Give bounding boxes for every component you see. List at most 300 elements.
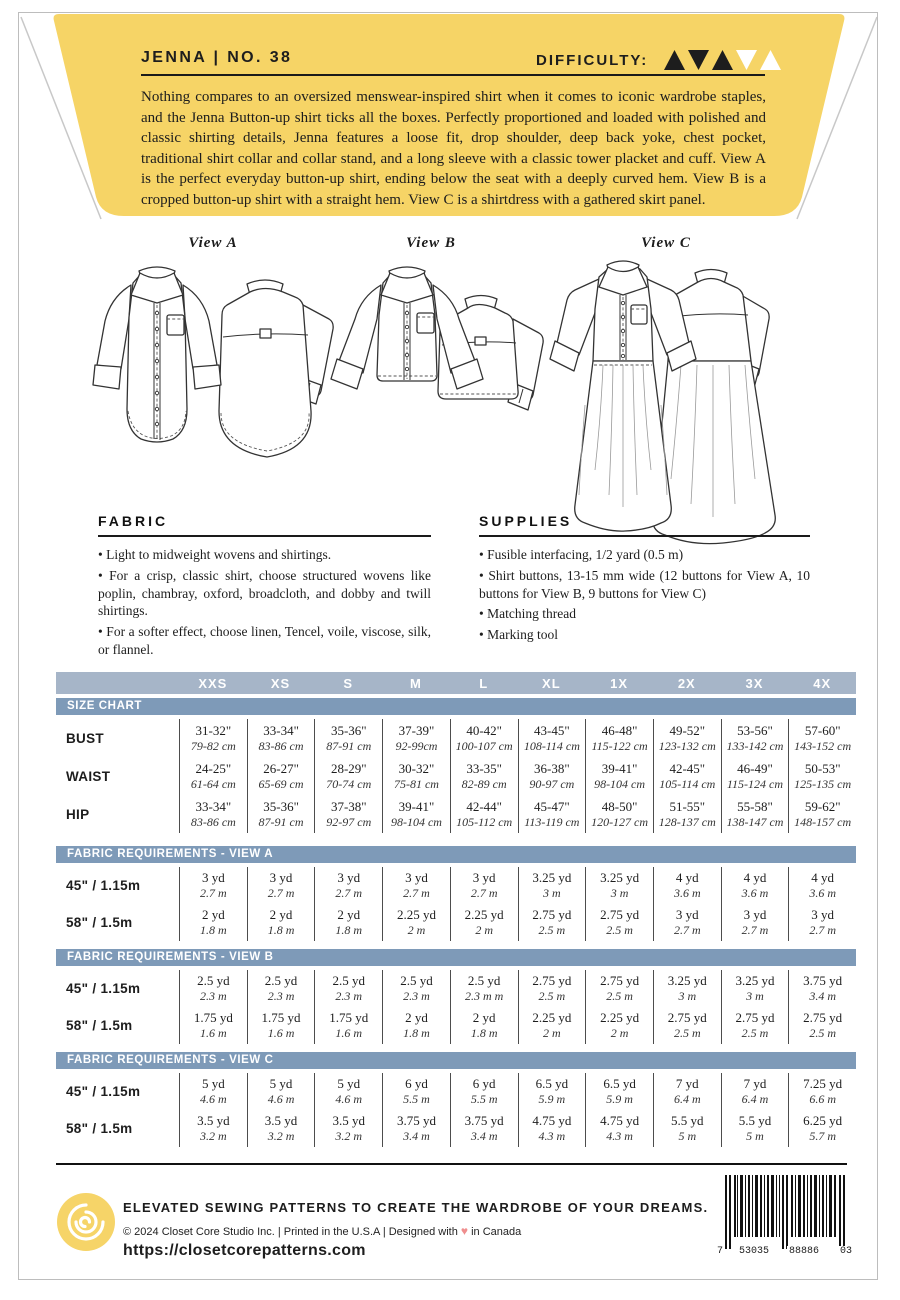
barcode-digit: 03 bbox=[839, 1246, 852, 1257]
measurement-cell bbox=[382, 1007, 450, 1044]
measurement-cell bbox=[450, 970, 518, 1007]
fabric-bullet: • For a crisp, classic shirt, choose structured wovens like poplin, chambray, oxford, broadcloth, and dobby and twill shirtings. bbox=[98, 567, 431, 619]
measurement-cell bbox=[247, 757, 315, 795]
metric-value: 1.8 m bbox=[335, 923, 363, 937]
heart-icon: ♥ bbox=[460, 1224, 469, 1238]
metric-value: 75-81 cm bbox=[393, 776, 439, 791]
difficulty-triangle-up-open bbox=[760, 50, 781, 70]
metric-value: 3.6 m bbox=[673, 886, 701, 900]
measurement-cell bbox=[382, 1110, 450, 1147]
copyright-text: © 2024 Closet Core Studio Inc. | Printed in the U.S.A | Designed with bbox=[123, 1226, 458, 1238]
imperial-value: 3 yd bbox=[405, 870, 428, 885]
imperial-value: 7.25 yd bbox=[803, 1076, 843, 1091]
measurement-cell bbox=[518, 1110, 586, 1147]
imperial-value: 1.75 yd bbox=[193, 1010, 233, 1025]
difficulty-rating bbox=[664, 49, 784, 72]
metric-value: 2.3 m m bbox=[464, 989, 504, 1003]
metric-value: 1.8 m bbox=[403, 1026, 430, 1040]
metric-value: 79-82 cm bbox=[190, 738, 236, 753]
metric-value: 5.9 m bbox=[538, 1092, 566, 1106]
measurement-cell bbox=[314, 719, 382, 757]
metric-value: 2 m bbox=[543, 1026, 561, 1040]
measurement-cell bbox=[788, 795, 856, 833]
measurement-cell bbox=[653, 867, 721, 904]
barcode-digit: 53035 bbox=[739, 1246, 770, 1257]
metric-value: 1.8 m bbox=[470, 1026, 498, 1040]
metric-value: 2 m bbox=[610, 1026, 629, 1040]
table-row bbox=[56, 867, 856, 904]
barcode bbox=[717, 1175, 852, 1261]
measurement-cell bbox=[450, 1073, 518, 1110]
measurement-cell bbox=[721, 795, 789, 833]
imperial-value: 26-27" bbox=[263, 760, 299, 776]
size-column-label: 3X bbox=[745, 675, 764, 691]
imperial-value: 3.75 yd bbox=[396, 1113, 436, 1128]
metric-value: 2.5 m bbox=[673, 1026, 701, 1040]
size-column-label: 4X bbox=[813, 675, 832, 691]
table-row bbox=[56, 1073, 856, 1110]
metric-value: 138-147 cm bbox=[726, 814, 784, 829]
imperial-value: 48-50" bbox=[601, 798, 638, 814]
imperial-value: 33-34" bbox=[263, 722, 299, 738]
measurement-cell bbox=[518, 904, 586, 941]
measurement-cell bbox=[314, 795, 382, 833]
measurement-cell bbox=[518, 795, 586, 833]
imperial-value: 36-38" bbox=[534, 760, 570, 776]
imperial-value: 2 yd bbox=[405, 1010, 428, 1025]
imperial-value: 3.5 yd bbox=[197, 1113, 230, 1128]
metric-value: 5 m bbox=[678, 1129, 697, 1143]
imperial-value: 3.75 yd bbox=[803, 973, 843, 988]
measurement-cell bbox=[788, 1007, 856, 1044]
fabric-heading: FABRIC bbox=[98, 513, 169, 529]
imperial-value: 1.75 yd bbox=[261, 1010, 301, 1025]
measurement-cell bbox=[788, 867, 856, 904]
imperial-value: 3.25 yd bbox=[532, 870, 572, 885]
metric-value: 2 m bbox=[407, 923, 426, 937]
row-label: BUST bbox=[66, 730, 104, 746]
imperial-value: 5.5 yd bbox=[671, 1113, 704, 1128]
supplies-rule bbox=[479, 535, 810, 537]
metric-value: 70-74 cm bbox=[326, 776, 372, 791]
metric-value: 98-104 cm bbox=[390, 814, 442, 829]
size-column-label: 2X bbox=[677, 675, 696, 691]
measurement-cell bbox=[721, 904, 789, 941]
imperial-value: 5 yd bbox=[337, 1076, 361, 1091]
imperial-value: 2 yd bbox=[337, 907, 361, 922]
measurement-cell bbox=[585, 795, 653, 833]
metric-value: 65-69 cm bbox=[258, 776, 304, 791]
measurement-cell bbox=[788, 970, 856, 1007]
imperial-value: 2.75 yd bbox=[803, 1010, 843, 1025]
row-label: 58" / 1.5m bbox=[66, 1018, 133, 1033]
measurement-cell bbox=[314, 904, 382, 941]
measurement-cell bbox=[518, 867, 586, 904]
measurement-cell bbox=[721, 867, 789, 904]
supplies-section bbox=[479, 513, 810, 647]
table-row bbox=[56, 1007, 856, 1044]
imperial-value: 55-58" bbox=[737, 798, 773, 814]
measurement-cell bbox=[653, 904, 721, 941]
metric-value: 82-89 cm bbox=[461, 776, 507, 791]
view-a-illustration bbox=[75, 251, 335, 486]
imperial-value: 4 yd bbox=[675, 870, 699, 885]
imperial-value: 2.5 yd bbox=[400, 973, 433, 988]
measurement-cell bbox=[721, 1073, 789, 1110]
imperial-value: 2.25 yd bbox=[396, 907, 436, 922]
imperial-value: 3.25 yd bbox=[735, 973, 775, 988]
metric-value: 2.3 m bbox=[335, 989, 363, 1003]
measurement-cell bbox=[585, 719, 653, 757]
imperial-value: 2.25 yd bbox=[464, 907, 504, 922]
metric-value: 3.4 m bbox=[809, 989, 837, 1003]
view-a-label: View A bbox=[188, 235, 238, 251]
imperial-value: 3 yd bbox=[675, 907, 699, 922]
imperial-value: 42-44" bbox=[466, 798, 502, 814]
measurement-cell bbox=[314, 970, 382, 1007]
size-column-label: S bbox=[343, 675, 354, 691]
imperial-value: 30-32" bbox=[398, 760, 435, 776]
row-label: 58" / 1.5m bbox=[66, 915, 133, 930]
metric-value: 5.5 m bbox=[403, 1092, 430, 1106]
table-row bbox=[56, 970, 856, 1007]
metric-value: 5 m bbox=[746, 1129, 764, 1143]
measurement-cell bbox=[518, 757, 586, 795]
metric-value: 3.2 m bbox=[267, 1129, 295, 1143]
view-c-label: View C bbox=[641, 235, 691, 251]
metric-value: 2.5 m bbox=[538, 923, 566, 937]
measurement-cell bbox=[179, 904, 247, 941]
row-label: 58" / 1.5m bbox=[66, 1121, 133, 1136]
measurement-cell bbox=[382, 795, 450, 833]
measurement-cell bbox=[721, 970, 789, 1007]
size-chart bbox=[56, 672, 856, 833]
metric-value: 1.6 m bbox=[200, 1026, 227, 1040]
measurement-cell bbox=[653, 970, 721, 1007]
measurement-cell bbox=[450, 867, 518, 904]
imperial-value: 1.75 yd bbox=[329, 1010, 369, 1025]
supplies-bullets bbox=[479, 546, 810, 644]
footer-copyright bbox=[123, 1224, 521, 1238]
imperial-value: 2.75 yd bbox=[667, 1010, 707, 1025]
measurement-cell bbox=[450, 1007, 518, 1044]
measurement-cell bbox=[585, 904, 653, 941]
imperial-value: 53-56" bbox=[737, 722, 773, 738]
imperial-value: 3 yd bbox=[337, 870, 361, 885]
size-column-label: L bbox=[479, 675, 489, 691]
measurement-cell bbox=[585, 1073, 653, 1110]
imperial-value: 3 yd bbox=[269, 870, 293, 885]
measurement-cell bbox=[247, 1007, 315, 1044]
imperial-value: 2.75 yd bbox=[735, 1010, 775, 1025]
imperial-value: 51-55" bbox=[669, 798, 706, 814]
measurement-cell bbox=[450, 904, 518, 941]
view-b-label: View B bbox=[406, 235, 456, 251]
imperial-value: 42-45" bbox=[669, 760, 706, 776]
fabric-section bbox=[98, 513, 431, 662]
metric-value: 92-99cm bbox=[395, 738, 438, 753]
imperial-value: 24-25" bbox=[195, 760, 232, 776]
metric-value: 1.6 m bbox=[335, 1026, 363, 1040]
metric-value: 123-132 cm bbox=[658, 738, 716, 753]
fabric-requirements-view-b bbox=[56, 949, 856, 1044]
imperial-value: 46-48" bbox=[601, 722, 638, 738]
measurement-cell bbox=[179, 1073, 247, 1110]
header-rule bbox=[141, 74, 765, 76]
metric-value: 3 m bbox=[678, 989, 697, 1003]
row-label: 45" / 1.15m bbox=[66, 981, 141, 996]
measurement-cell bbox=[653, 1073, 721, 1110]
metric-value: 83-86 cm bbox=[190, 814, 236, 829]
imperial-value: 50-53" bbox=[804, 760, 841, 776]
imperial-value: 2.5 yd bbox=[264, 973, 298, 988]
imperial-value: 6 yd bbox=[405, 1076, 428, 1091]
view-b-illustration bbox=[327, 253, 547, 478]
metric-value: 6.6 m bbox=[809, 1092, 837, 1106]
metric-value: 3.4 m bbox=[470, 1129, 498, 1143]
imperial-value: 3.75 yd bbox=[464, 1113, 504, 1128]
measurement-cell bbox=[721, 1110, 789, 1147]
metric-value: 2 m bbox=[475, 923, 493, 937]
imperial-value: 7 yd bbox=[675, 1076, 699, 1091]
imperial-value: 37-38" bbox=[330, 798, 367, 814]
measurement-cell bbox=[585, 1007, 653, 1044]
fabric-bullets bbox=[98, 546, 431, 659]
imperial-value: 3 yd bbox=[201, 870, 225, 885]
metric-value: 3.6 m bbox=[741, 886, 769, 900]
size-column-label: XL bbox=[542, 675, 561, 691]
measurement-cell bbox=[788, 1073, 856, 1110]
imperial-value: 57-60" bbox=[804, 722, 841, 738]
measurement-cell bbox=[314, 867, 382, 904]
imperial-value: 3.25 yd bbox=[600, 870, 640, 885]
metric-value: 115-124 cm bbox=[726, 776, 784, 791]
metric-value: 108-114 cm bbox=[523, 738, 580, 753]
imperial-value: 2.5 yd bbox=[467, 973, 501, 988]
metric-value: 105-112 cm bbox=[456, 814, 513, 829]
metric-value: 3 m bbox=[543, 886, 561, 900]
imperial-value: 46-49" bbox=[737, 760, 773, 776]
imperial-value: 35-36" bbox=[263, 798, 299, 814]
measurement-cell bbox=[653, 1110, 721, 1147]
measurement-cell bbox=[382, 904, 450, 941]
difficulty-triangle-up-filled bbox=[664, 50, 685, 70]
measurement-cell bbox=[247, 719, 315, 757]
metric-value: 5.9 m bbox=[606, 1092, 633, 1106]
measurement-cell bbox=[653, 757, 721, 795]
measurement-cell bbox=[788, 719, 856, 757]
imperial-value: 2.75 yd bbox=[532, 907, 572, 922]
metric-value: 6.4 m bbox=[673, 1092, 701, 1106]
measurement-cell bbox=[518, 1007, 586, 1044]
metric-value: 2.3 m bbox=[403, 989, 430, 1003]
metric-value: 92-97 cm bbox=[326, 814, 372, 829]
metric-value: 115-122 cm bbox=[591, 738, 648, 753]
table-row bbox=[56, 795, 856, 833]
metric-value: 2.7 m bbox=[809, 923, 837, 937]
size-chart-table bbox=[56, 719, 856, 833]
measurement-cell bbox=[179, 970, 247, 1007]
metric-value: 100-107 cm bbox=[455, 738, 513, 753]
imperial-value: 39-41" bbox=[601, 760, 638, 776]
pattern-title: JENNA | NO. 38 bbox=[141, 49, 293, 66]
view-b-table bbox=[56, 970, 856, 1044]
imperial-value: 31-32" bbox=[195, 722, 232, 738]
metric-value: 113-119 cm bbox=[524, 814, 580, 829]
metric-value: 4.3 m bbox=[538, 1129, 566, 1143]
measurement-cell bbox=[314, 1110, 382, 1147]
imperial-value: 3.5 yd bbox=[264, 1113, 298, 1128]
measurement-cell bbox=[450, 757, 518, 795]
measurement-cell bbox=[247, 904, 315, 941]
measurement-cell bbox=[382, 970, 450, 1007]
measurement-cell bbox=[179, 1110, 247, 1147]
metric-value: 2.7 m bbox=[200, 886, 227, 900]
metric-value: 2.7 m bbox=[741, 923, 769, 937]
measurement-cell bbox=[247, 1073, 315, 1110]
metric-value: 5.5 m bbox=[470, 1092, 498, 1106]
footer-tagline: ELEVATED SEWING PATTERNS TO CREATE THE WARDROBE OF YOUR DREAMS. bbox=[123, 1200, 709, 1215]
measurement-cell bbox=[314, 757, 382, 795]
metric-value: 87-91 cm bbox=[258, 814, 304, 829]
metric-value: 120-127 cm bbox=[591, 814, 649, 829]
imperial-value: 2.75 yd bbox=[532, 973, 572, 988]
measurement-cell bbox=[788, 757, 856, 795]
metric-value: 3 m bbox=[610, 886, 629, 900]
imperial-value: 7 yd bbox=[743, 1076, 767, 1091]
measurement-cell bbox=[314, 1007, 382, 1044]
imperial-value: 35-36" bbox=[330, 722, 367, 738]
measurement-cell bbox=[585, 757, 653, 795]
difficulty bbox=[536, 49, 784, 72]
measurement-cell bbox=[314, 1073, 382, 1110]
imperial-value: 2.25 yd bbox=[600, 1010, 640, 1025]
difficulty-triangle-up-filled bbox=[712, 50, 733, 70]
measurement-cell bbox=[518, 1073, 586, 1110]
size-column-label: XXS bbox=[198, 675, 228, 691]
copyright-text-end: in Canada bbox=[471, 1226, 522, 1238]
measurement-cell bbox=[179, 867, 247, 904]
imperial-value: 2 yd bbox=[269, 907, 293, 922]
table-row bbox=[56, 719, 856, 757]
metric-value: 125-135 cm bbox=[794, 776, 852, 791]
pattern-description: Nothing compares to an oversized menswear-inspired shirt when it comes to iconic wardrobe staples, and the Jenna Button-up shirt ticks all the boxes. Perfectly proportioned and loaded with polished and classic shirting details, Jenna features a loose fit, drop shoulder, deep back yoke, chest pocket, traditional shirt collar and collar stand, and a long sleeve with a classic tower placket and cuff. View A is the perfect everyday button-up shirt, ending below the seat with a deeply curved hem. View B is a cropped button-up shirt with a straight hem. View C is a shirtdress with a gathered skirt panel. bbox=[141, 89, 766, 208]
metric-value: 90-97 cm bbox=[529, 776, 575, 791]
view-c-band: FABRIC REQUIREMENTS - VIEW C bbox=[56, 1052, 856, 1069]
metric-value: 2.7 m bbox=[267, 886, 295, 900]
size-column-label: 1X bbox=[610, 675, 629, 691]
metric-value: 2.5 m bbox=[538, 989, 566, 1003]
table-row bbox=[56, 904, 856, 941]
size-column-label: XS bbox=[270, 675, 291, 691]
measurement-cell bbox=[788, 1110, 856, 1147]
view-a-front bbox=[93, 267, 221, 442]
supplies-bullet: • Shirt buttons, 13-15 mm wide (12 buttons for View A, 10 buttons for View B, 9 buttons for View C) bbox=[479, 567, 810, 601]
metric-value: 105-114 cm bbox=[659, 776, 716, 791]
view-b-front bbox=[331, 267, 483, 389]
imperial-value: 4 yd bbox=[743, 870, 767, 885]
imperial-value: 43-45" bbox=[534, 722, 570, 738]
view-a-back bbox=[219, 280, 333, 457]
metric-value: 1.8 m bbox=[200, 923, 227, 937]
measurement-cell bbox=[247, 867, 315, 904]
measurement-cell bbox=[179, 757, 247, 795]
view-c-table bbox=[56, 1073, 856, 1147]
measurement-cell bbox=[247, 970, 315, 1007]
measurement-cell bbox=[382, 1073, 450, 1110]
measurement-cell bbox=[653, 719, 721, 757]
imperial-value: 3 yd bbox=[472, 870, 496, 885]
measurement-cell bbox=[721, 719, 789, 757]
metric-value: 2.7 m bbox=[673, 923, 701, 937]
size-column-label: M bbox=[410, 675, 422, 691]
imperial-value: 4.75 yd bbox=[600, 1113, 640, 1128]
metric-value: 83-86 cm bbox=[258, 738, 304, 753]
metric-value: 5.7 m bbox=[809, 1129, 837, 1143]
metric-value: 2.5 m bbox=[809, 1026, 837, 1040]
row-label: 45" / 1.15m bbox=[66, 878, 141, 893]
metric-value: 4.6 m bbox=[200, 1092, 227, 1106]
size-chart-band: SIZE CHART bbox=[56, 698, 856, 715]
imperial-value: 2.75 yd bbox=[600, 907, 640, 922]
measurement-cell bbox=[450, 719, 518, 757]
imperial-value: 2 yd bbox=[472, 1010, 496, 1025]
measurement-cell bbox=[450, 795, 518, 833]
metric-value: 4.6 m bbox=[267, 1092, 295, 1106]
imperial-value: 5 yd bbox=[269, 1076, 293, 1091]
metric-value: 2.7 m bbox=[403, 886, 430, 900]
barcode-digit: 7 bbox=[717, 1246, 724, 1257]
metric-value: 133-142 cm bbox=[726, 738, 784, 753]
supplies-bullet: • Fusible interfacing, 1/2 yard (0.5 m) bbox=[479, 547, 684, 562]
row-label: HIP bbox=[66, 806, 90, 822]
measurement-cell bbox=[788, 904, 856, 941]
metric-value: 3.4 m bbox=[403, 1129, 430, 1143]
imperial-value: 39-41" bbox=[398, 798, 435, 814]
supplies-heading: SUPPLIES bbox=[479, 513, 573, 529]
measurement-cell bbox=[653, 795, 721, 833]
metric-value: 3.2 m bbox=[200, 1129, 227, 1143]
metric-value: 98-104 cm bbox=[594, 776, 646, 791]
pattern-envelope-back bbox=[18, 12, 878, 1280]
metric-value: 2.3 m bbox=[200, 989, 227, 1003]
imperial-value: 28-29" bbox=[330, 760, 367, 776]
measurement-cell bbox=[179, 1007, 247, 1044]
closet-core-logo-icon bbox=[56, 1192, 116, 1252]
metric-value: 1.6 m bbox=[267, 1026, 295, 1040]
measurement-cell bbox=[518, 719, 586, 757]
footer-divider bbox=[56, 1163, 847, 1165]
difficulty-label: DIFFICULTY: bbox=[536, 52, 649, 69]
supplies-bullet: • Matching thread bbox=[479, 606, 576, 622]
imperial-value: 3.25 yd bbox=[667, 973, 707, 988]
metric-value: 2.5 m bbox=[741, 1026, 769, 1040]
difficulty-triangle-down-filled bbox=[688, 50, 709, 70]
fabric-requirements-view-c bbox=[56, 1052, 856, 1147]
imperial-value: 6 yd bbox=[472, 1076, 496, 1091]
imperial-value: 33-35" bbox=[466, 760, 502, 776]
imperial-value: 3 yd bbox=[811, 907, 835, 922]
measurement-cell bbox=[247, 1110, 315, 1147]
imperial-value: 2.5 yd bbox=[197, 973, 230, 988]
imperial-value: 6.5 yd bbox=[535, 1076, 569, 1091]
imperial-value: 6.25 yd bbox=[803, 1113, 843, 1128]
imperial-value: 5.5 yd bbox=[738, 1113, 772, 1128]
view-c-illustration bbox=[549, 247, 814, 547]
metric-value: 61-64 cm bbox=[190, 776, 236, 791]
measurement-cell bbox=[450, 1110, 518, 1147]
imperial-value: 6.5 yd bbox=[603, 1076, 636, 1091]
